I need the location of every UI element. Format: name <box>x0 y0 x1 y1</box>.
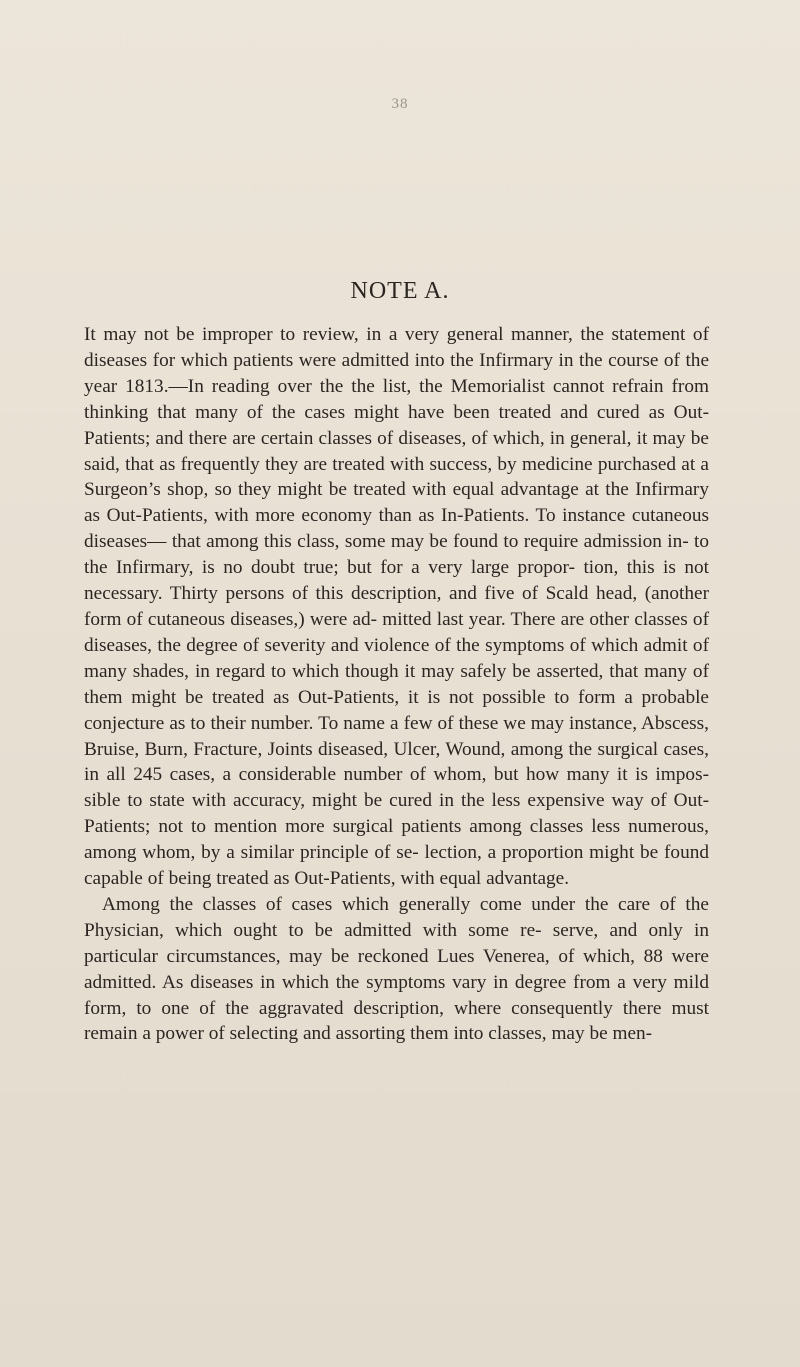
body-text <box>84 322 709 1047</box>
paragraph-2: Among the classes of cases which generally come under the care of the Physician, which ought to be admitted with some re- serve, and only in particular circumstances, may be reckoned Lues Venerea, of which, 88 were admitted. As diseases in which the symptoms vary in degree from a very mild form, to one of the aggravated description, where consequently there must remain a power of selecting and assorting them into classes, may be men- <box>84 893 709 1045</box>
note-heading: NOTE A. <box>350 278 450 304</box>
page-number: 38 <box>391 96 409 112</box>
paragraph-1: It may not be improper to review, in a very general manner, the statement of diseases for which patients were admitted into the Infirmary in the course of the year 1813.—In reading over the the list, the Memorialist cannot refrain from thinking that many of the cases might have been treated and cured as Out-Patients; and there are certain classes of diseases, of which, in general, it may be said, that as frequently they are treated with success, by medicine purchased at a Surgeon’s shop, so they might be treated with equal advantage at the Infirmary as Out-Patients, with more economy than as In-Patients. To instance cutaneous diseases— that among this class, some may be found to require admission in- to the Infirmary, is no doubt true; but for a very large propor- tion, this is not necessary. Thirty persons of this description, and five of Scald head, (another form of cutaneous diseases,) were ad- mitted last year. There are other classes of diseases, the degree of severity and violence of the symptoms of which admit of many shades, in regard to which though it may safely be asserted, that many of them might be treated as Out-Patients, it is not possible to form a probable conjecture as to their number. To name a few of these we may instance, Abscess, Bruise, Burn, Fracture, Joints diseased, Ulcer, Wound, among the surgical cases, in all 245 cases, a considerable number of whom, but how many it is impos- sible to state with accuracy, might be cured in the less expensive way of Out-Patients; not to mention more surgical patients among classes less numerous, among whom, by a similar principle of se- lection, a proportion might be found capable of being treated as Out-Patients, with equal advantage. <box>84 324 709 890</box>
